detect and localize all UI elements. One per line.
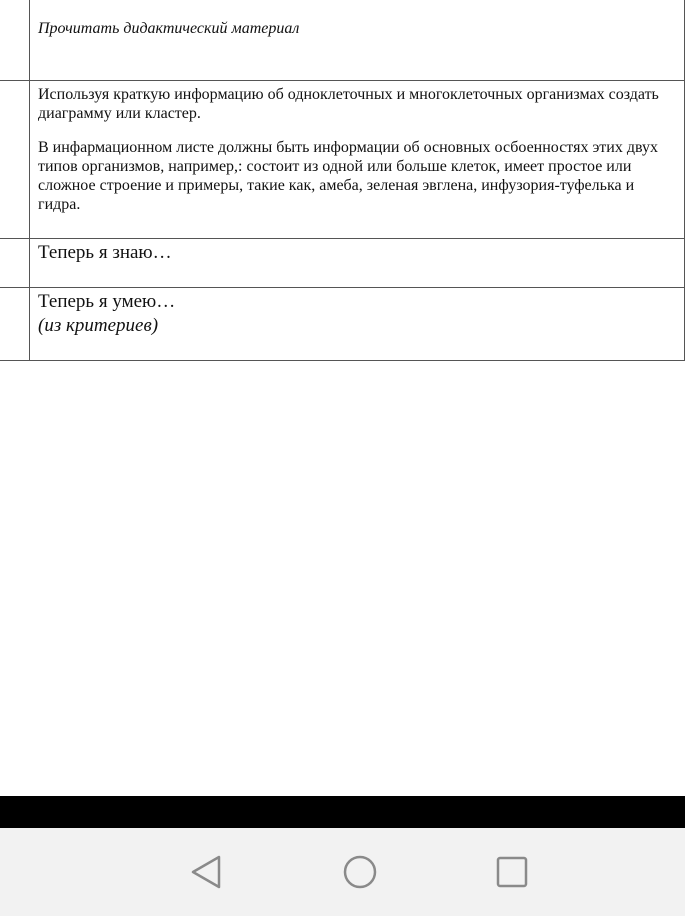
table-row bbox=[38, 241, 668, 265]
table-row bbox=[38, 19, 668, 39]
row-divider bbox=[0, 287, 685, 288]
screen-bottom-bar bbox=[0, 796, 685, 828]
info-paragraph: В инфармационном листе должны быть информации об основных осбоенностях этих двух типов организмов, например,: состоит из одной или больше клеток, имеет простое или сложное строение и примеры, такие как, амеба, зеленая эвглена, инфузория-туфелька и гидра. bbox=[38, 139, 659, 213]
table-row bbox=[38, 290, 668, 338]
table-left-border bbox=[29, 0, 30, 361]
row-divider bbox=[0, 238, 685, 239]
table-bottom-border bbox=[0, 360, 685, 361]
square-recents-icon bbox=[495, 855, 529, 889]
system-navigation-bar bbox=[0, 828, 685, 916]
now-i-know-text: Теперь я знаю… bbox=[38, 242, 172, 263]
now-i-can-text: Теперь я умею… bbox=[38, 291, 176, 312]
recents-button[interactable] bbox=[492, 852, 532, 892]
criteria-note: (из критериев) bbox=[38, 315, 159, 336]
back-button[interactable] bbox=[186, 852, 226, 892]
home-button[interactable] bbox=[340, 852, 380, 892]
task-paragraph: Используя краткую информацию об одноклеточных и многоклеточных организмах создать диаграмму или кластер. bbox=[38, 86, 659, 122]
row-divider bbox=[0, 80, 685, 81]
triangle-back-icon bbox=[189, 854, 223, 890]
row-text: Прочитать дидактический материал bbox=[38, 20, 300, 37]
circle-home-icon bbox=[342, 854, 378, 890]
table-row bbox=[38, 85, 670, 214]
